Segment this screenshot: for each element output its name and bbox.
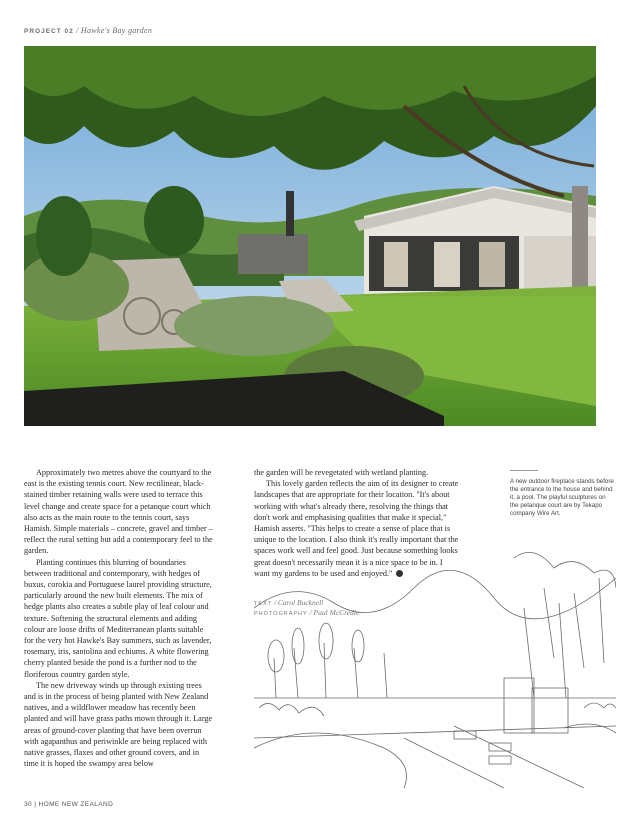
paragraph: the garden will be revegetated with wetland planting. [254,468,429,477]
paragraph: Planting continues this blurring of boundaries between traditional and contemporary, with hedges of buxus, corokia and Portuguese laurel providing structure, particularly around the new built elements. The mix of hedge plants also creates a subtle play of leaf colour and texture. Softening the structural elements and adding colour are loose drifts of Mediterranean plants suitable for the very hot Hawke's Bay summers, such as lavender, rosemary, iris, santolina and echiums. A white flowering cherry planted beside the pond is a further nod to the floriferous country garden style. [24,557,212,679]
body-column-1 [24,467,214,769]
text-credit-label: TEXT [254,601,273,607]
project-label: PROJECT 02 [24,28,74,35]
section-title: Hawke's Bay garden [80,26,153,35]
header-separator: / [73,26,81,35]
credit-separator: / [307,608,314,617]
photo-caption: A new outdoor fireplace stands before the entrance to the house and behind it, a pool. The playful sculptures on the petanque court are by Tekapo company Wire Art. [510,478,614,517]
paragraph: Approximately two metres above the courtyard to the east is the existing tennis court. New rectilinear, black-stained timber retaining walls were used to terrace this level change and create space for a petanque court which also acts as the main route to the tennis court, says Hamish. Simple materials – concrete, gravel and timber – reflect the rural setting but add a contemporary feel to the garden. [24,468,213,556]
folio: 30 | HOME NEW ZEALAND [24,801,114,808]
credit-separator: / [272,598,278,607]
garden-photo [24,46,596,426]
text-credit-name: Carol Bucknell [277,598,324,607]
paragraph: The new driveway winds up through existing trees and is in the process of being planted with New Zealand natives, and a wildflower meadow has recently been planted and will have grass paths mown through it. Large areas of ground-cover planting that have been overrun with agapanthus and periwinkle are being replaced with native grasses, flaxes and other ground covers, and in time it is hoped the swampy area below [24,680,213,769]
closing-paragraph-text: This lovely garden reflects the aim of its designer to create landscapes that are appropriate for their location. "It's about working with what's already there, resolving the things that don't work and emphasising qualities that make it special," Hamish asserts. "This helps to create a sense of place that is unique to the location. I also think it's really important that the spaces work well and feel good. Just because something looks great doesn't necessarily mean it is a nice space to be in. I want my gardens to be used and enjoyed." [254,479,459,578]
caption-rule [510,470,538,471]
photo-credit-label: PHOTOGRAPHY [254,611,308,617]
running-header [24,26,152,35]
garden-sketch [254,548,616,788]
photo-credit-name: Paul McCredie [313,608,360,617]
